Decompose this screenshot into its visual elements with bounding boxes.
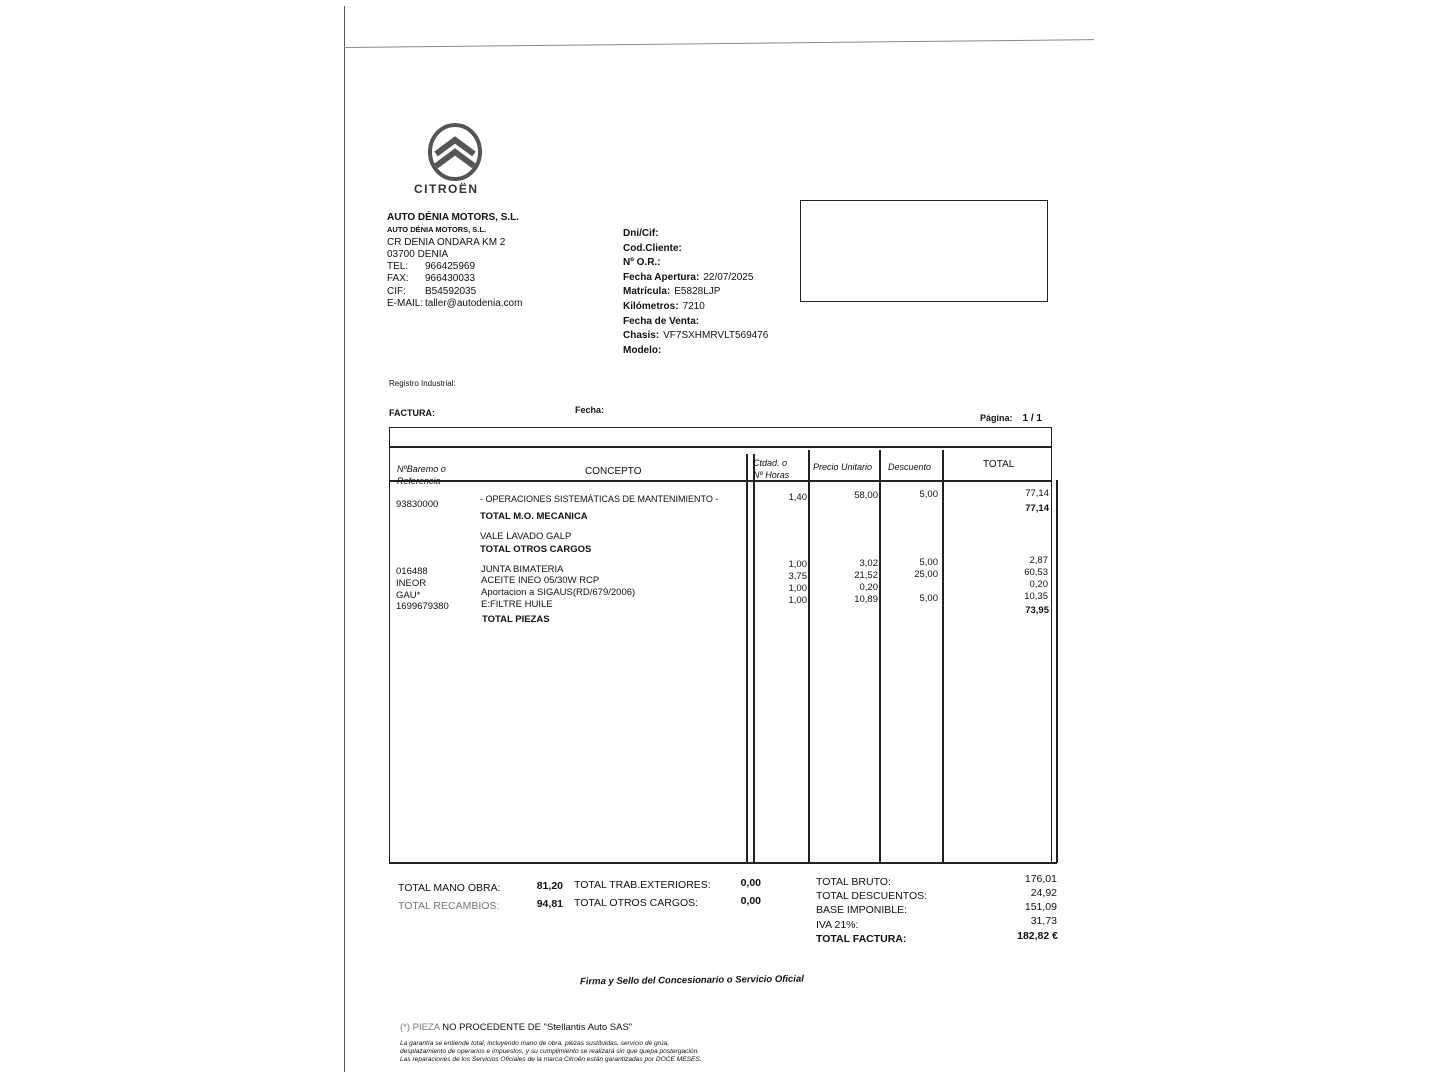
garantia-line2: desplazamiento de operarios e impuestos, y su cumplimiento se realizará sin que quepa postergación. bbox=[400, 1048, 700, 1056]
iva-label: IVA 21%: bbox=[816, 919, 859, 931]
firma-line: Firma y Sello del Concesionario o Servicio Oficial bbox=[579, 973, 804, 988]
header-descuento: Descuento bbox=[888, 462, 932, 472]
brand-name: CITROËN bbox=[414, 182, 479, 196]
row-desc: 5,00 bbox=[919, 593, 938, 604]
total-factura-label: TOTAL FACTURA: bbox=[816, 933, 907, 945]
cif-value: B54592035 bbox=[425, 285, 477, 297]
client-info bbox=[623, 227, 768, 358]
row-ref: 016488 bbox=[396, 566, 428, 577]
row-desc: 5,00 bbox=[919, 557, 938, 568]
recambios-label: TOTAL RECAMBIOS: bbox=[398, 900, 500, 912]
table-bottom-rule bbox=[389, 862, 1057, 864]
row-concepto: - OPERACIONES SISTEMÁTICAS DE MANTENIMIENTO - bbox=[480, 494, 719, 504]
descuentos-value: 24,92 bbox=[1030, 887, 1057, 899]
address-window-box bbox=[800, 200, 1048, 302]
row-total: 2,87 bbox=[1029, 555, 1048, 566]
row-desc: 25,00 bbox=[914, 569, 938, 580]
row-concepto: JUNTA BIMATERIA bbox=[481, 564, 564, 575]
row-precio: 21,52 bbox=[854, 570, 878, 581]
email-value: taller@autodenia.com bbox=[425, 298, 523, 310]
fax-label: FAX: bbox=[387, 273, 409, 285]
registro-label: Registro Industrial: bbox=[389, 379, 456, 388]
garantia-line3: Las reparaciones de los Servicios Oficiales de la marca Citroën están garantizadas por DOCE MESES. bbox=[400, 1056, 702, 1064]
tel-value: 966425969 bbox=[425, 261, 476, 273]
factura-label: FACTURA: bbox=[389, 408, 435, 418]
row-ref: 93830000 bbox=[396, 499, 439, 510]
header-cant-line1: Ctdad. o bbox=[753, 458, 788, 468]
pieza-note-prefix: (*) PIEZA bbox=[400, 1022, 440, 1033]
row-cant: 1,00 bbox=[788, 559, 807, 570]
apertura-label: Fecha Apertura: bbox=[623, 271, 700, 283]
header-cant-line2: Nº Horas bbox=[753, 470, 790, 480]
row-precio: 3,02 bbox=[859, 558, 878, 569]
bruto-value: 176,01 bbox=[1024, 873, 1057, 885]
pagina-value: 1 / 1 bbox=[1022, 413, 1042, 424]
dni-label: Dni/Cif: bbox=[623, 228, 659, 239]
otros-cargos-label: TOTAL OTROS CARGOS: bbox=[574, 897, 699, 909]
row-precio: 0,20 bbox=[859, 582, 878, 593]
trab-ext-label: TOTAL TRAB.EXTERIORES: bbox=[574, 879, 711, 891]
subtotal-mo-value: 77,14 bbox=[1025, 503, 1049, 514]
fax-value: 966430033 bbox=[425, 273, 476, 285]
venta-label: Fecha de Venta: bbox=[623, 315, 700, 327]
header-concepto: CONCEPTO bbox=[585, 466, 642, 477]
row-precio: 10,89 bbox=[854, 594, 878, 605]
row-precio: 58,00 bbox=[854, 490, 878, 501]
row-total: 60,53 bbox=[1024, 567, 1048, 578]
mano-obra-label: TOTAL MANO OBRA: bbox=[398, 882, 501, 894]
tel-label: TEL: bbox=[387, 261, 409, 273]
total-factura-value: 182,82 € bbox=[1017, 930, 1058, 942]
header-ref-line1: NºBaremo o bbox=[397, 464, 446, 474]
cod-cliente-label: Cod.Cliente: bbox=[623, 242, 682, 254]
col-divider-right bbox=[1056, 480, 1058, 863]
page-edge-top bbox=[344, 39, 1094, 48]
base-value: 151,09 bbox=[1024, 901, 1057, 913]
col-divider-desc bbox=[879, 450, 881, 862]
vale-line: VALE LAVADO GALP bbox=[480, 531, 572, 542]
row-cant: 1,00 bbox=[788, 595, 807, 606]
company-info bbox=[387, 212, 522, 310]
matricula-value: E5828LJP bbox=[674, 286, 721, 298]
iva-value: 31,73 bbox=[1030, 915, 1057, 927]
company-name-small: AUTO DÉNIA MOTORS, S.L. bbox=[387, 225, 487, 235]
pieza-note-text: NO PROCEDENTE DE "Stellantis Auto SAS" bbox=[439, 1022, 633, 1033]
fecha-label: Fecha: bbox=[575, 405, 605, 415]
col-divider-cant bbox=[753, 454, 755, 862]
cif-label: CIF: bbox=[387, 285, 406, 297]
col-divider-precio bbox=[808, 450, 810, 862]
row-total: 77,14 bbox=[1025, 488, 1049, 499]
header-ref-line2: Referencia bbox=[397, 476, 441, 486]
row-cant: 1,40 bbox=[788, 492, 807, 503]
subtotal-otros-label: TOTAL OTROS CARGOS bbox=[480, 544, 592, 555]
pagina-label: Página: bbox=[980, 413, 1013, 423]
row-concepto: E:FILTRE HUILE bbox=[481, 599, 553, 610]
company-address1: CR DENIA ONDARA KM 2 bbox=[387, 236, 506, 248]
or-label: Nº O.R.: bbox=[623, 257, 661, 269]
subtotal-piezas-label: TOTAL PIEZAS bbox=[482, 614, 550, 625]
col-divider-total bbox=[942, 450, 944, 862]
row-cant: 3,75 bbox=[788, 571, 807, 582]
row-concepto: ACEITE INEO 05/30W RCP bbox=[481, 575, 600, 586]
chasis-value: VF7SXHMRVLT569476 bbox=[663, 330, 769, 342]
table-header-rule bbox=[389, 480, 1052, 482]
items-table bbox=[389, 427, 1052, 864]
email-label: E-MAIL: bbox=[387, 298, 424, 310]
header-cant bbox=[753, 457, 789, 481]
trab-ext-value: 0,00 bbox=[740, 877, 761, 889]
company-address2: 03700 DENIA bbox=[387, 248, 449, 260]
pieza-note bbox=[400, 1022, 632, 1033]
subtotal-mo-label: TOTAL M.O. MECANICA bbox=[480, 511, 588, 522]
row-cant: 1,00 bbox=[788, 583, 807, 594]
base-label: BASE IMPONIBLE: bbox=[816, 904, 908, 916]
table-top-rule bbox=[389, 446, 1052, 448]
row-concepto: Aportacion a SIGAUS(RD/679/2006) bbox=[481, 587, 636, 598]
recambios-value: 94,81 bbox=[536, 898, 563, 910]
km-label: Kilómetros: bbox=[623, 300, 679, 312]
otros-cargos-value: 0,00 bbox=[740, 895, 761, 907]
header-total: TOTAL bbox=[983, 459, 1015, 470]
row-ref: 1699679380 bbox=[396, 601, 449, 612]
page-edge-left bbox=[344, 6, 345, 1072]
header-precio: Precio Unitario bbox=[813, 462, 873, 472]
garantia-line1: La garantía se entiende total, incluyendo mano de obra, piezas sustituidas, servicio de grúa, bbox=[400, 1040, 670, 1047]
bruto-label: TOTAL BRUTO: bbox=[816, 876, 891, 888]
header-ref bbox=[397, 463, 446, 487]
descuentos-label: TOTAL DESCUENTOS: bbox=[816, 890, 928, 902]
apertura-value: 22/07/2025 bbox=[703, 271, 754, 283]
matricula-label: Matrícula: bbox=[623, 286, 671, 298]
row-total: 0,20 bbox=[1029, 579, 1048, 590]
row-ref: GAU* bbox=[396, 590, 421, 601]
modelo-label: Modelo: bbox=[623, 344, 662, 356]
company-name: AUTO DÉNIA MOTORS, S.L. bbox=[387, 212, 520, 223]
col-divider-concepto bbox=[746, 454, 748, 862]
garantia-text bbox=[400, 1040, 760, 1065]
chasis-label: Chasis: bbox=[623, 330, 660, 342]
row-total: 10,35 bbox=[1024, 591, 1048, 602]
row-ref: INEOR bbox=[396, 578, 427, 589]
row-desc: 5,00 bbox=[919, 489, 938, 500]
subtotal-piezas-value: 73,95 bbox=[1025, 605, 1049, 616]
pagina bbox=[980, 413, 1042, 424]
km-value: 7210 bbox=[682, 300, 705, 312]
mano-obra-value: 81,20 bbox=[536, 880, 563, 892]
